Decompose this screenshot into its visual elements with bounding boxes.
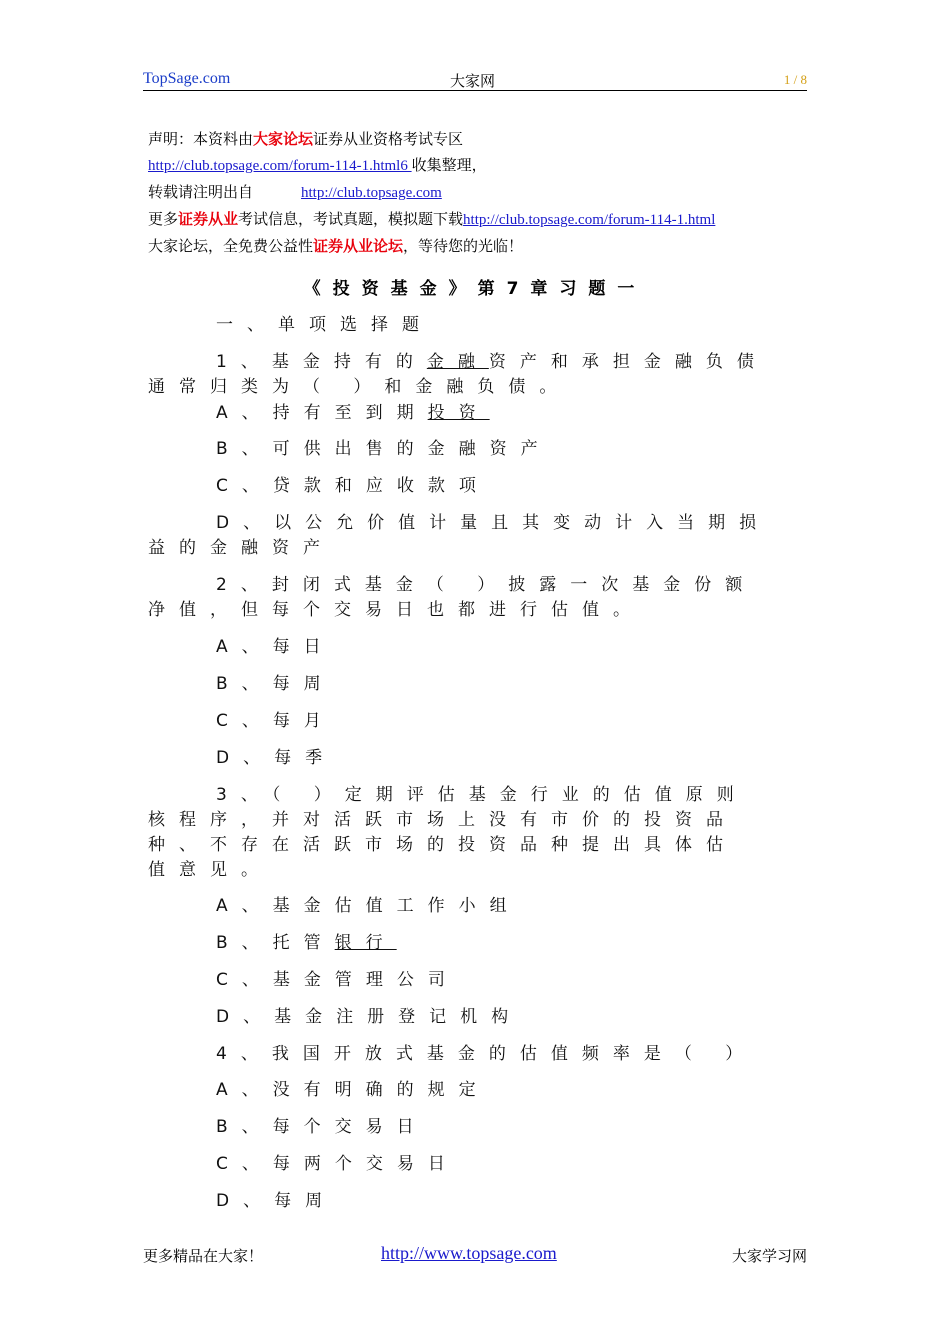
q4-option-c: C、每两个交易日 (216, 1154, 459, 1174)
q2-option-d: D、每季 (216, 748, 337, 768)
q3-option-b: B、托管银行 (216, 933, 397, 953)
q3-option-c: C、基金管理公司 (216, 970, 459, 990)
footer-right-text: 大家学习网 (731, 1247, 807, 1265)
q1-option-b: B、可供出售的金融资产 (216, 439, 552, 459)
q3-option-d: D、基金注册登记机构 (216, 1007, 523, 1027)
notice-line-2: http://club.topsage.com/forum-114-1.html6 收集整理， (148, 156, 487, 174)
question-3-line-1: 3、（ ）定期评估基金行业的估值原则 (216, 785, 748, 805)
club-link[interactable]: http://club.topsage.com (301, 185, 442, 201)
notice-line-5: 大家论坛，全免费公益性证券从业论坛，等待您的光临！ (148, 237, 524, 255)
forum-link[interactable]: http://club.topsage.com/forum-114-1.html6 (148, 158, 412, 174)
page-number: 1 / 8 (783, 72, 807, 87)
q2-option-b: B、每周 (216, 674, 335, 694)
q4-option-d: D、每周 (216, 1191, 337, 1211)
q1-option-d: D、以公允价值计量且其变动计入当期损 (216, 513, 771, 533)
notice-block (148, 126, 715, 259)
page-footer (143, 1243, 807, 1267)
q2-option-c: C、每月 (216, 711, 335, 731)
page-header (143, 68, 807, 91)
question-3-line-3: 种、不存在活跃市场的投资品种提出具体估 (148, 835, 737, 855)
notice-line-4: 更多证券从业考试信息，考试真题，模拟题下载http://club.topsage.com/forum-114-1.html (148, 210, 716, 228)
q4-option-b: B、每个交易日 (216, 1117, 428, 1137)
chapter-title: 《投资基金》第7章习题一 (303, 279, 647, 299)
question-1-line-2: 通常归类为（ ）和金融负债。 (148, 377, 571, 397)
header-center-title: 大家网 (450, 72, 496, 90)
question-3-line-4: 值意见。 (148, 860, 272, 880)
q1-option-a: A、持有至到期投资 (216, 403, 490, 423)
question-3-line-2: 核程序，并对活跃市场上没有市价的投资品 (148, 810, 737, 830)
q1-option-d-cont: 益的金融资产 (148, 538, 334, 558)
q3-option-a: A、基金估值工作小组 (216, 896, 521, 916)
question-1-line-1: 1、基金持有的金融资产和承担金融负债 (216, 352, 768, 372)
footer-site-link[interactable]: http://www.topsage.com (381, 1243, 557, 1263)
footer-left-text: 更多精品在大家！ (143, 1247, 264, 1265)
notice-line-1: 声明：本资料由大家论坛证券从业资格考试专区 (148, 130, 464, 148)
download-link[interactable]: http://club.topsage.com/forum-114-1.html (463, 212, 716, 228)
q4-option-a: A、没有明确的规定 (216, 1080, 490, 1100)
q1-option-c: C、贷款和应收款项 (216, 476, 490, 496)
section-heading: 一、单项选择题 (216, 315, 433, 335)
header-site-link[interactable]: TopSage.com (143, 70, 231, 87)
question-4-line-1: 4、我国开放式基金的估值频率是（ ） (216, 1044, 757, 1064)
q2-option-a: A、每日 (216, 637, 335, 657)
forum-name: 大家论坛 (253, 130, 314, 148)
notice-line-3: 转载请注明出自 http://club.topsage.com (148, 183, 442, 201)
question-2-line-2: 净值，但每个交易日也都进行估值。 (148, 600, 644, 620)
question-2-line-1: 2、封闭式基金（ ）披露一次基金份额 (216, 575, 757, 595)
